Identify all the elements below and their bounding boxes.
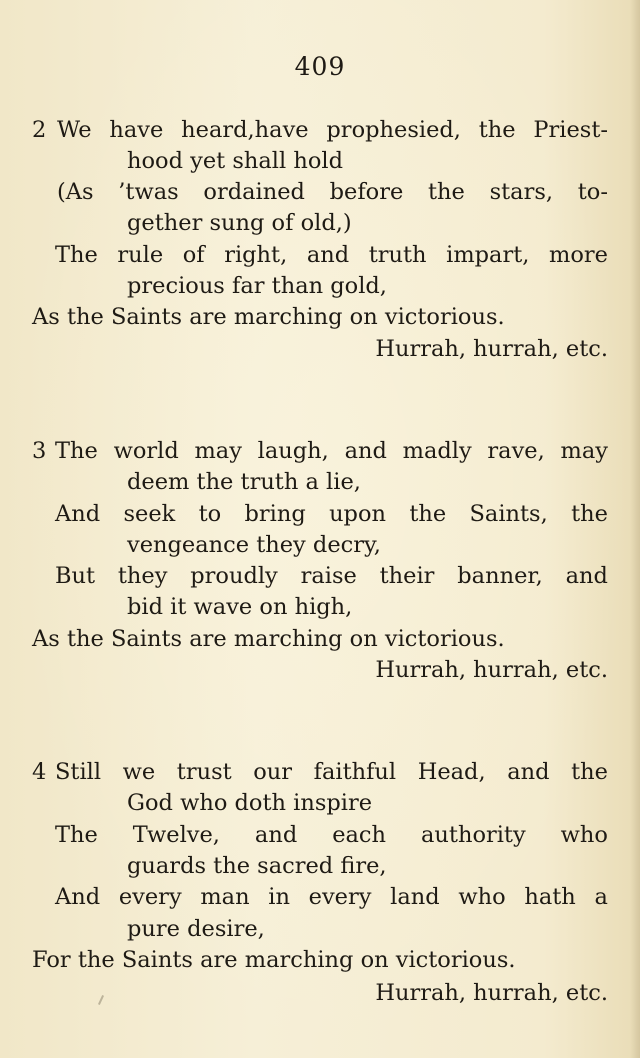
verse-line: deem the truth a lie, xyxy=(127,469,361,495)
verse-line: For the Saints are marching on victorious. xyxy=(32,947,516,973)
verse-line xyxy=(57,177,608,207)
verse-word: We xyxy=(57,117,92,143)
verse-word: heard,have xyxy=(181,117,309,143)
verse-line: As the Saints are marching on victorious. xyxy=(32,304,505,330)
verse-word: impart, xyxy=(446,242,530,268)
verse-word: The xyxy=(55,438,98,464)
verse-word: may xyxy=(560,438,608,464)
verse-word: Saints, xyxy=(469,501,548,527)
verse-word: who xyxy=(458,884,506,910)
verse-line xyxy=(57,115,608,145)
verse-word: laugh, xyxy=(257,438,329,464)
verse-word: Priest- xyxy=(533,117,608,143)
verse-word: Twelve, xyxy=(132,822,220,848)
verse-word: banner, xyxy=(457,563,543,589)
verse-line: God who doth inspire xyxy=(127,790,373,816)
verse-word: and xyxy=(254,822,298,848)
verse-word: truth xyxy=(368,242,427,268)
verse-line: precious far than gold, xyxy=(127,273,387,299)
verse-word: a xyxy=(594,884,608,910)
verse-word: prophesied, xyxy=(326,117,461,143)
verse-line xyxy=(55,436,608,466)
refrain-line: Hurrah, hurrah, etc. xyxy=(375,336,608,362)
verse-word: And xyxy=(55,884,101,910)
verse-word: and xyxy=(507,759,550,785)
verse-word: each xyxy=(332,822,387,848)
verse-word: land xyxy=(390,884,440,910)
verse-word: the xyxy=(428,179,465,205)
verse-word: authority xyxy=(421,822,526,848)
verse-line: As the Saints are marching on victorious. xyxy=(32,626,505,652)
verse-word: Still xyxy=(55,759,102,785)
verse-word: trust xyxy=(176,759,232,785)
verse-word: in xyxy=(268,884,290,910)
verse-word: may xyxy=(194,438,242,464)
verse-word: proudly xyxy=(190,563,278,589)
verse-word: And xyxy=(55,501,101,527)
verse-word: right, xyxy=(224,242,288,268)
verse-word: The xyxy=(55,822,98,848)
verse-line: bid it wave on high, xyxy=(127,594,353,620)
verse-word: their xyxy=(379,563,435,589)
stanza-number: 2 xyxy=(32,117,47,143)
verse-word: raise xyxy=(300,563,357,589)
verse-line xyxy=(55,499,608,529)
verse-line: vengeance they decry, xyxy=(127,532,381,558)
verse-word: world xyxy=(113,438,179,464)
verse-word: rave, xyxy=(487,438,545,464)
verse-word: to- xyxy=(577,179,608,205)
verse-word: stars, xyxy=(489,179,554,205)
verse-line: hood yet shall hold xyxy=(127,148,343,174)
verse-word: faithful xyxy=(313,759,397,785)
verse-word: and xyxy=(344,438,387,464)
verse-line xyxy=(55,240,608,270)
verse-word: The xyxy=(55,242,98,268)
verse-word: our xyxy=(253,759,293,785)
verse-word: But xyxy=(55,563,96,589)
verse-word: every xyxy=(308,884,372,910)
verse-word: (As xyxy=(57,179,94,205)
verse-word: bring xyxy=(244,501,306,527)
page-number: 409 xyxy=(294,52,346,81)
refrain-line: Hurrah, hurrah, etc. xyxy=(375,980,608,1006)
verse-word: seek xyxy=(123,501,176,527)
verse-line: pure desire, xyxy=(127,916,265,942)
verse-word: the xyxy=(571,759,608,785)
verse-word: ordained xyxy=(203,179,305,205)
verse-word: to xyxy=(198,501,222,527)
verse-line: guards the sacred fire, xyxy=(127,853,387,879)
verse-word: hath xyxy=(524,884,576,910)
verse-word: and xyxy=(565,563,608,589)
verse-word: every xyxy=(118,884,182,910)
verse-word: the xyxy=(409,501,447,527)
verse-word: who xyxy=(560,822,608,848)
verse-word: Head, xyxy=(417,759,486,785)
verse-word: the xyxy=(571,501,608,527)
verse-word: have xyxy=(109,117,164,143)
verse-word: madly xyxy=(402,438,472,464)
verse-word: of xyxy=(182,242,205,268)
page-edge-shadow xyxy=(630,0,640,1058)
verse-word: they xyxy=(117,563,168,589)
verse-line xyxy=(55,882,608,912)
verse-line: gether sung of old,) xyxy=(127,210,352,236)
verse-word: more xyxy=(549,242,608,268)
verse-word: rule xyxy=(117,242,164,268)
verse-line xyxy=(55,561,608,591)
verse-word: man xyxy=(200,884,250,910)
refrain-line: Hurrah, hurrah, etc. xyxy=(375,657,608,683)
stanza-number: 4 xyxy=(32,759,47,785)
paper-blemish xyxy=(98,995,104,1005)
verse-word: the xyxy=(478,117,516,143)
verse-word: we xyxy=(122,759,156,785)
verse-line xyxy=(55,757,608,787)
verse-word: and xyxy=(306,242,350,268)
stanza-number: 3 xyxy=(32,438,47,464)
verse-word: ’twas xyxy=(118,179,179,205)
verse-word: upon xyxy=(329,501,386,527)
verse-word: before xyxy=(329,179,404,205)
verse-line xyxy=(55,820,608,850)
